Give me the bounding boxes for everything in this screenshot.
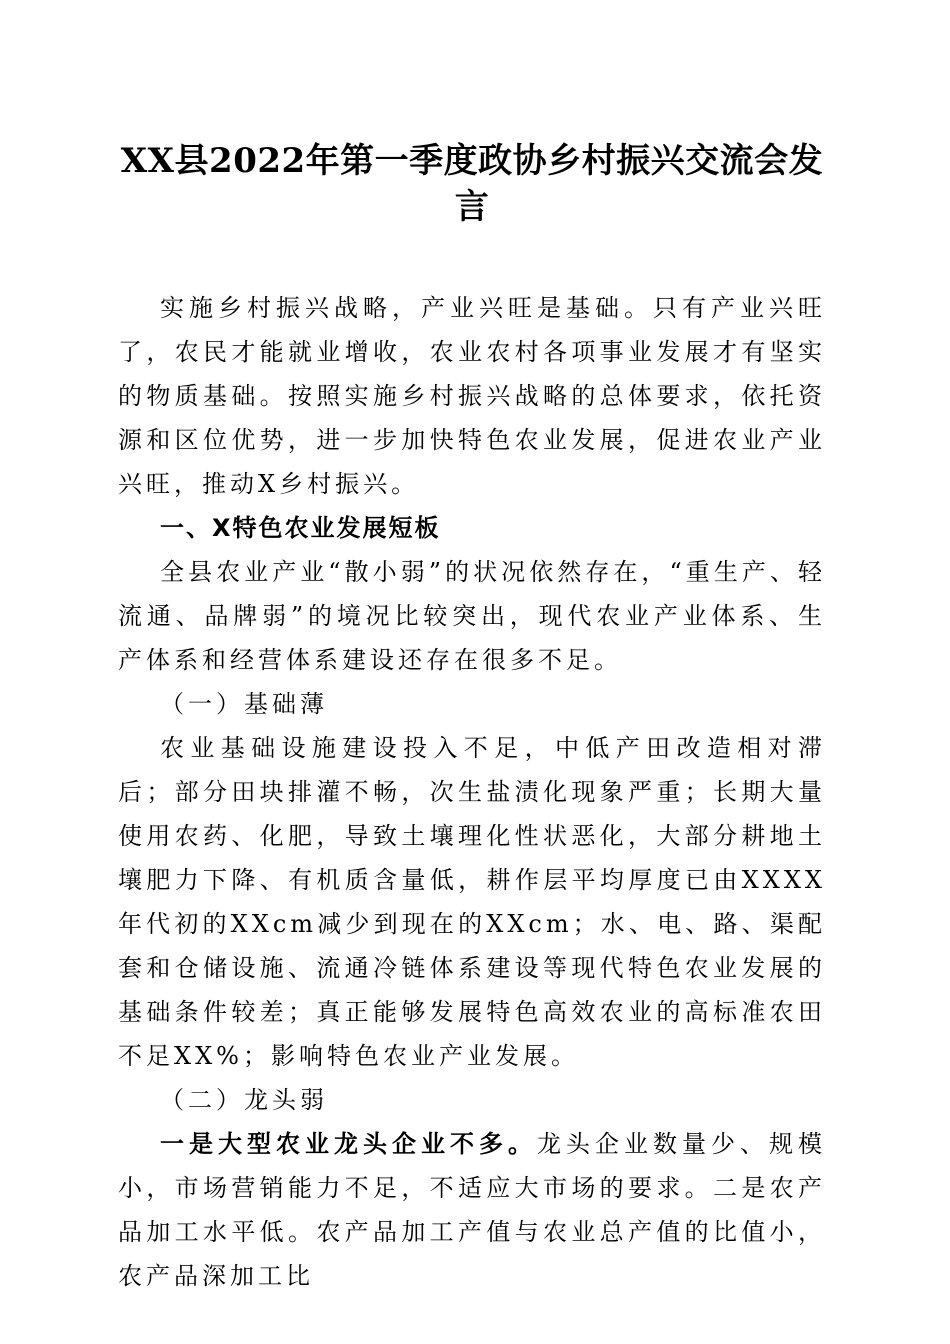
section-1-paragraph: 全县农业产业“散小弱”的状况依然存在，“重生产、轻流通、品牌弱”的境况比较突出，现代农业产业体系、生产体系和经营体系建设还存在很多不足。 [118, 558, 826, 674]
intro-paragraph: 实施乡村振兴战略，产业兴旺是基础。只有产业兴旺了，农民才能就业增收，农业农村各项事业发展才有坚实的物质基础。按照实施乡村振兴战略的总体要求，依托资源和区位优势，进一步加快特色农业发展，促进农业产业兴旺，推动X乡村振兴。 [118, 294, 826, 498]
document-body [118, 286, 826, 1298]
subsection-heading-2: （二）龙头弱 [160, 1086, 328, 1114]
document-page [118, 0, 826, 1298]
document-title: XX县2022年第一季度政协乡村振兴交流会发言 [120, 141, 824, 227]
subsection-1-paragraph: 农业基础设施建设投入不足，中低产田改造相对滞后；部分田块排灌不畅，次生盐渍化现象严重；长期大量使用农药、化肥，导致土壤理化性状恶化，大部分耕地土壤肥力下降、有机质含量低，耕作层平均厚度已由XXXX年代初的XXcm减少到现在的XXcm；水、电、路、渠配套和仓储设施、流通冷链体系建设等现代特色农业发展的基础条件较差；真正能够发展特色高效农业的高标准农田不足XX%；影响特色农业产业发展。 [118, 734, 826, 1070]
subsection-2-paragraph [118, 1122, 826, 1298]
subsection-2-lead: 一是大型农业龙头企业不多。 [160, 1129, 537, 1158]
section-heading-1: 一、X特色农业发展短板 [160, 514, 441, 542]
subsection-2-text: 龙头企业数量少、规模小，市场营销能力不足，不适应大市场的要求。二是农产品加工水平低。农产品加工产值与农业总产值的比值小，农产品深加工比 [118, 1130, 826, 1290]
subsection-heading-1: （一）基础薄 [160, 690, 328, 718]
